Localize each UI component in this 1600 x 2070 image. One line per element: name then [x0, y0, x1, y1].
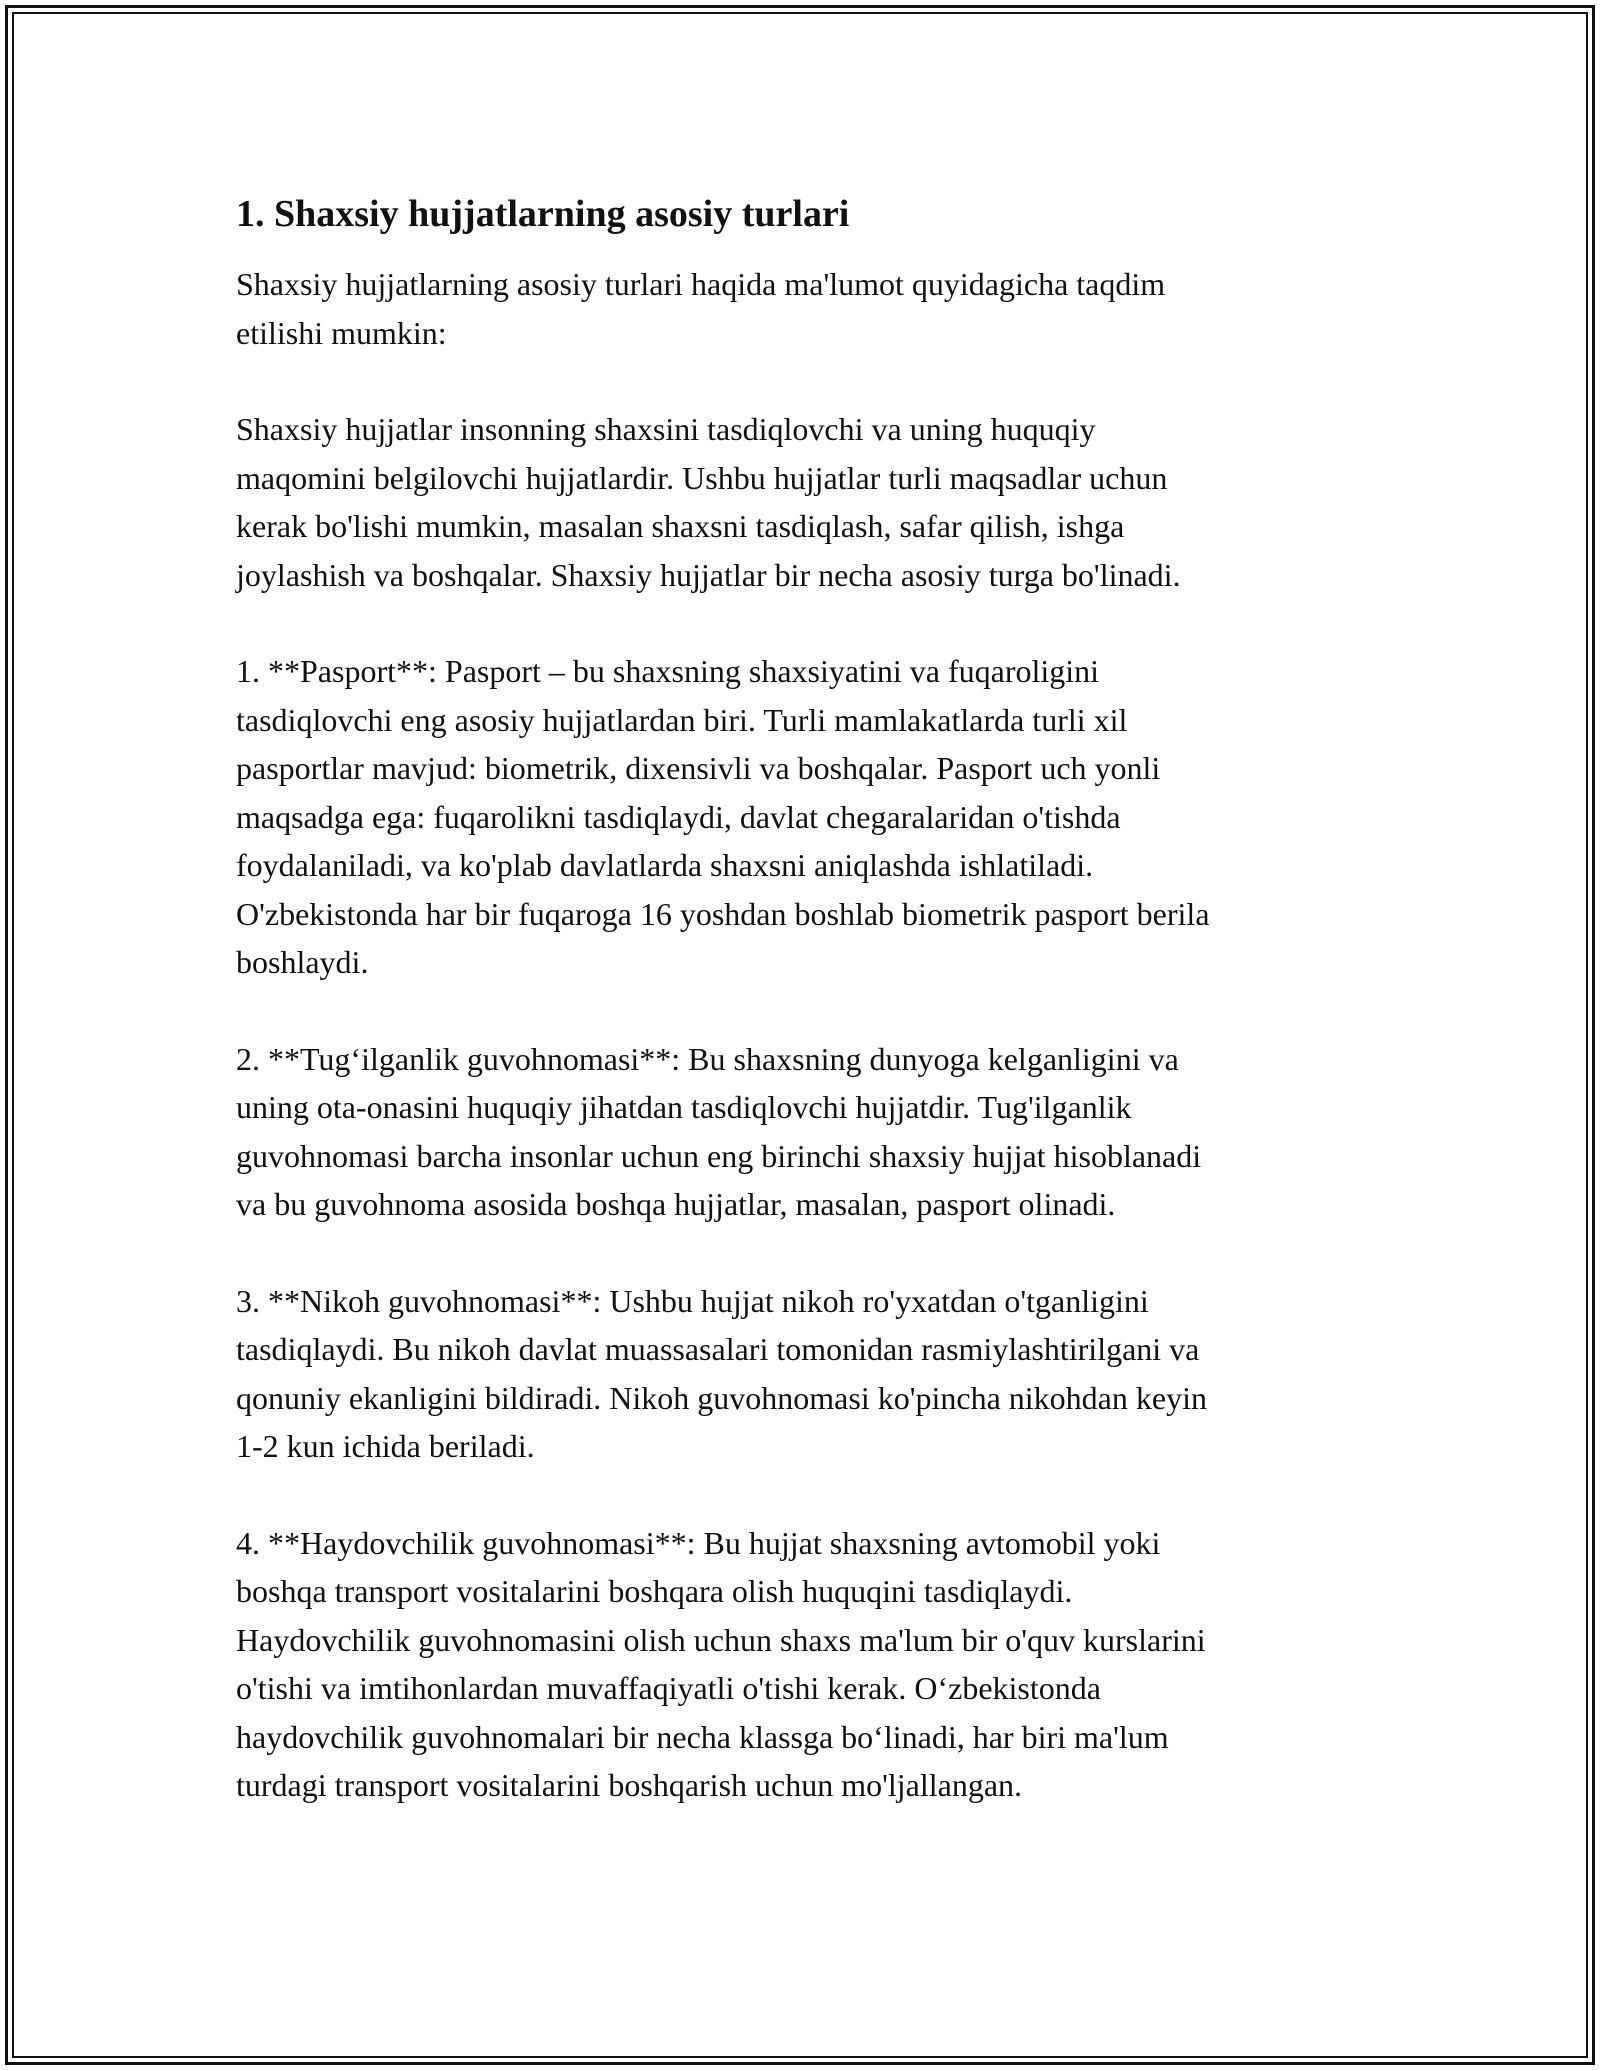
driving-license-paragraph: 4. **Haydovchilik guvohnomasi**: Bu hujjat shaxsning avtomobil yoki boshqa transport vositalarini boshqara olish huquqini tasdiqlaydi. Haydovchilik guvohnomasini olish uchun shaxs ma'lum bir o'quv kurslarini o'tishi va imtihonlardan muvaffaqiyatli o'tishi kerak. O‘zbekistonda haydovchilik guvohnomalari bir necha klassga bo‘linadi, har biri ma'lum turdagi transport vositalarini boshqarish uchun mo'ljallangan. [236, 1524, 1206, 1803]
passport-paragraph: 1. **Pasport**: Pasport – bu shaxsning shaxsiyatini va fuqaroligini tasdiqlovchi eng asosiy hujjatlardan biri. Turli mamlakatlarda turli xil pasportlar mavjud: biometrik, dixensivli va boshqalar. Pasport uch yonli maqsadga ega: fuqarolikni tasdiqlaydi, davlat chegaralaridan o'tishda foydalaniladi, va ko'plab davlatlarda shaxsni aniqlashda ishlatiladi. O'zbekistonda har bir fuqaroga 16 yoshdan boshlab biometrik pasport berila boshlaydi. [236, 653, 1210, 980]
overview-paragraph: Shaxsiy hujjatlar insonning shaxsini tasdiqlovchi va uning huquqiy maqomini belgilovchi hujjatlardir. Ushbu hujjatlar turli maqsadlar uchun kerak bo'lishi mumkin, masalan shaxsni tasdiqlash, safar qilish, ishga joylashish va boshqalar. Shaxsiy hujjatlar bir necha asosiy turga bo'linadi. [236, 411, 1181, 593]
marriage-certificate-paragraph: 3. **Nikoh guvohnomasi**: Ushbu hujjat nikoh ro'yxatdan o'tganligini tasdiqlaydi. Bu nikoh davlat muassasalari tomonidan rasmiylashtirilgani va qonuniy ekanligini bildiradi. Nikoh guvohnomasi ko'pincha nikohdan keyin 1-2 kun ichida beriladi. [236, 1282, 1207, 1464]
section-heading: 1. Shaxsiy hujjatlarning asosiy turlari [236, 193, 850, 235]
birth-certificate-paragraph: 2. **Tug‘ilganlik guvohnomasi**: Bu shaxsning dunyoga kelganligini va uning ota-onasini huquqiy jihatdan tasdiqlovchi hujjatdir. Tug'ilganlik guvohnomasi barcha insonlar uchun eng birinchi shaxsiy hujjat hisoblanadi va bu guvohnoma asosida boshqa hujjatlar, masalan, pasport olinadi. [236, 1040, 1202, 1222]
intro-paragraph: Shaxsiy hujjatlarning asosiy turlari haqida ma'lumot quyidagicha taqdim etilishi mumkin: [236, 266, 1166, 351]
document-body [236, 188, 1371, 1858]
